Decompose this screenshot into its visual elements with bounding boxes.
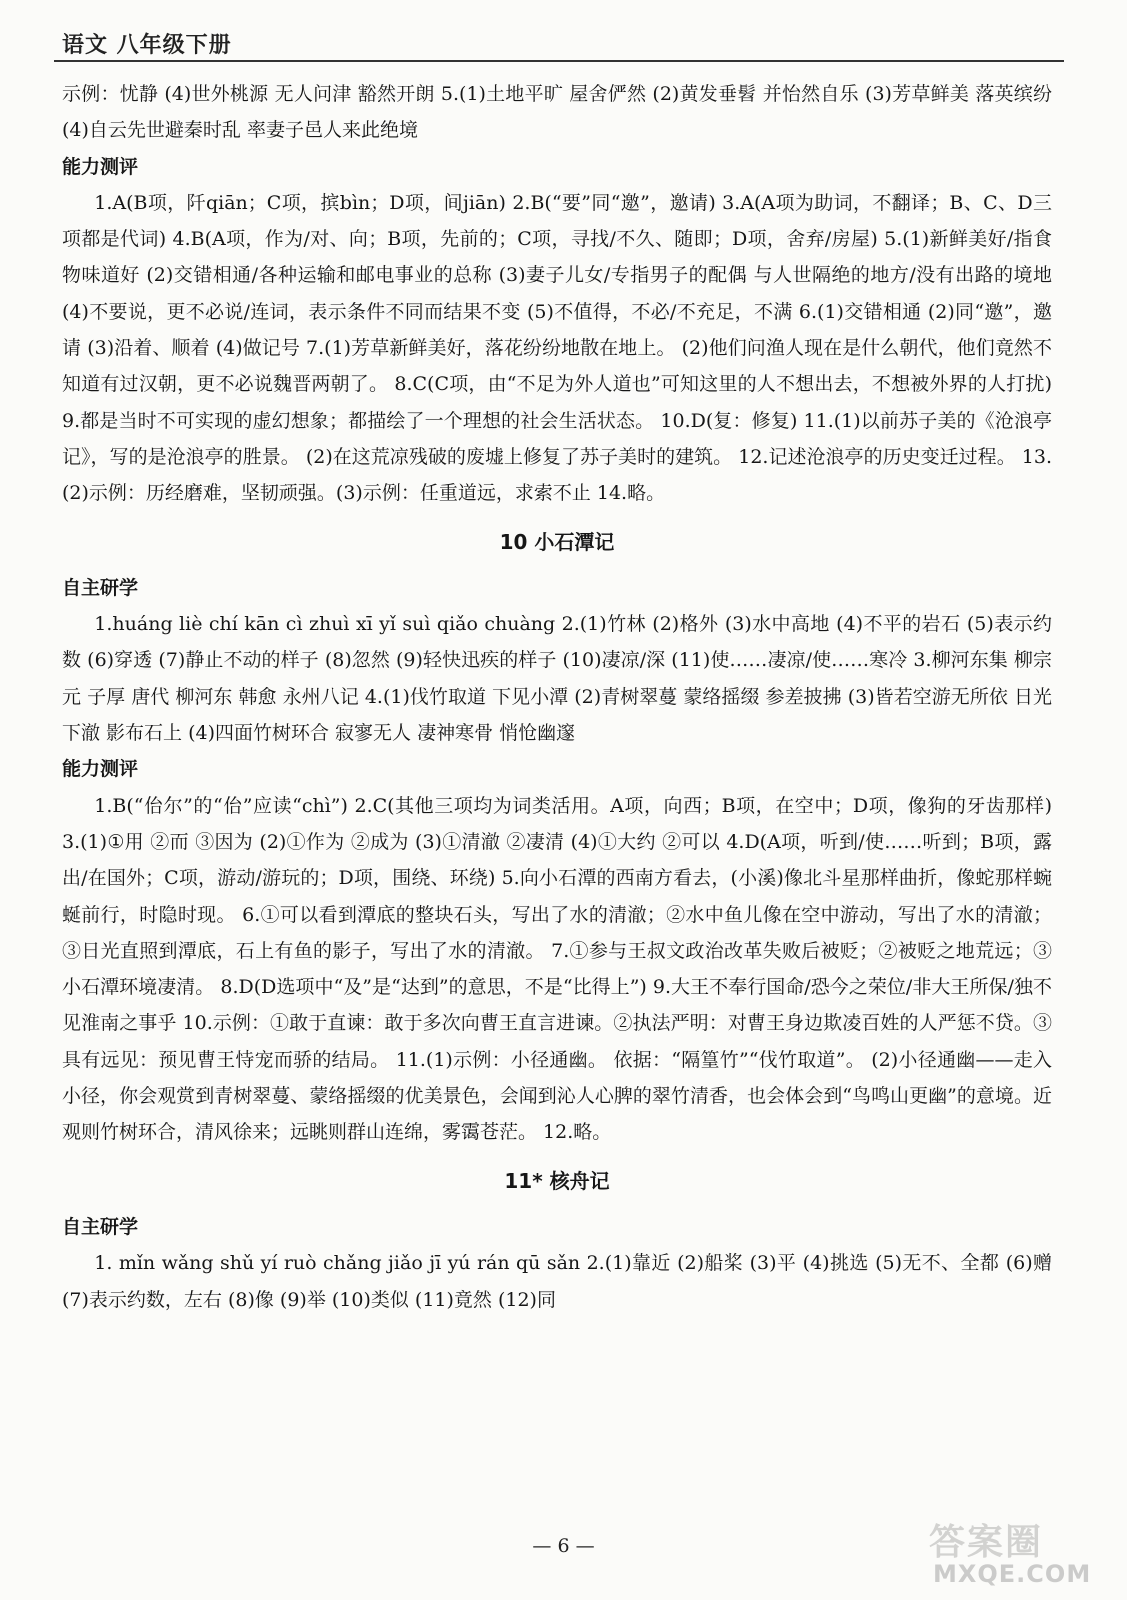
self-study-answers-10: 1.huáng liè chí kān cì zhuì xī yǐ suì qiǎo chuàng 2.(1)竹林 (2)格外 (3)水中高地 (4)不平的岩石 (5)表示约数 (6)穿透 (7)静止不动的样子 (8)忽然 (9)轻快迅疾的样子 (10)凄凉/深 (11)使……凄凉/使……寒冷 3.柳河东集 柳宗元 子厚 唐代 柳河东 韩愈 永州八记 4.(1)伐竹取道 下见小潭 (2)青树翠蔓 蒙络摇缀 参差披拂 (3)皆若空游无所依 日光下澈 影布石上 (4)四面竹树环合 寂寥无人 凄神寒骨 悄怆幽邃 xyxy=(62,613,1052,745)
page-header xyxy=(54,24,1074,64)
header-title: 语文 八年级下册 xyxy=(62,33,232,58)
watermark-logo-text: 答案圈 xyxy=(929,1522,1044,1563)
ability-answers-10: 1.B(“佁尔”的“佁”应读“chì”) 2.C(其他三项均为词类活用。A项，向西；B项，在空中；D项，像狗的牙齿那样) 3.(1)①用 ②而 ③因为 (2)①作为 ②成为 (3)①清澈 ②凄清 (4)①大约 ②可以 4.D(A项，听到/使……听到；B项，露出/在国外；C项，游动/游玩的；D项，围绕、环绕) 5.向小石潭的西南方看去，(小溪)像北斗星那样曲折，像蛇那样蜿蜒前行，时隐时现。 6.①可以看到潭底的整块石头，写出了水的清澈；②水中鱼儿像在空中游动，写出了水的清澈；③日光直照到潭底，石上有鱼的影子，写出了水的清澈。 7.①参与王叔文政治改革失败后被贬；②被贬之地荒远；③小石潭环境凄清。 8.D(D选项中“及”是“达到”的意思，不是“比得上”) 9.大王不奉行国命/恐今之荣位/非大王所保/独不见淮南之事乎 10.示例：①敢于直谏：敢于多次向曹王直言进谏。②执法严明：对曹王身边欺凌百姓的人严惩不贷。③具有远见：预见曹王恃宠而骄的结局。 11.(1)示例：小径通幽。 依据：“隔篁竹”“伐竹取道”。 (2)小径通幽——走入小径，你会观赏到青树翠蔓、蒙络摇缀的优美景色，会闻到沁人心脾的翠竹清香，也会体会到“鸟鸣山更幽”的意境。近观则竹树环合，清风徐来；远眺则群山连绵，雾霭苍茫。 12.略。 xyxy=(62,794,1052,1144)
section-title-10: 10 小石潭记 xyxy=(499,529,615,554)
ability-answers-1: 1.A(B项，阡qiān；C项，摈bìn；D项，间jiān) 2.B(“要”同“邀”，邀请) 3.A(A项为助词，不翻译；B、C、D三项都是代词) 4.B(A项，作为/对、向；B项，先前的；C项，寻找/不久、随即；D项，舍弃/房屋) 5.(1)新鲜美好/指食物味道好 (2)交错相通/各种运输和邮电事业的总称 (3)妻子儿女/专指男子的配偶 与人世隔绝的地方/没有出路的境地 (4)不要说，更不必说/连词，表示条件不同而结果不变 (5)不值得，不必/不充足，不满 6.(1)交错相通 (2)同“邀”，邀请 (3)沿着、顺着 (4)做记号 7.(1)芳草新鲜美好，落花纷纷地散在地上。 (2)他们问渔人现在是什么朝代，他们竟然不知道有过汉朝，更不必说魏晋两朝了。 8.C(C项，由“不足为外人道也”可知这里的人不想出去，不想被外界的人打扰) 9.都是当时不可实现的虚幻想象；都描绘了一个理想的社会生活状态。 10.D(复：修复) 11.(1)以前苏子美的《沧浪亭记》，写的是沧浪亭的胜景。 (2)在这荒凉残破的废墟上修复了苏子美时的建筑。 12.记述沧浪亭的历史变迁过程。 13.(2)示例：历经磨难，坚韧顽强。(3)示例：任重道远，求索不止 14.略。 xyxy=(62,191,1052,505)
top-answer-block: 示例：忧静 (4)世外桃源 无人问津 豁然开朗 5.(1)土地平旷 屋舍俨然 (2)黄发垂髫 并怡然自乐 (3)芳草鲜美 落英缤纷 (4)自云先世避秦时乱 率妻子邑人来此绝境 xyxy=(62,83,1052,142)
page-content xyxy=(62,76,1052,1318)
page-number: — 6 — xyxy=(532,1535,595,1557)
self-study-heading-10: 自主研学 xyxy=(62,576,139,599)
section-title-11: 11* 核舟记 xyxy=(504,1168,610,1193)
self-study-answers-11: 1. mǐn wǎng shǔ yí ruò chǎng jiǎo jī yú rán qū sǎn 2.(1)靠近 (2)船桨 (3)平 (4)挑选 (5)无不、全都 (6)赠 (7)表示约数，左右 (8)像 (9)举 (10)类似 (11)竟然 (12)同 xyxy=(62,1252,1052,1311)
header-divider xyxy=(54,60,1064,62)
ability-heading-1: 能力测评 xyxy=(62,155,139,178)
self-study-heading-11: 自主研学 xyxy=(62,1215,139,1238)
site-watermark xyxy=(923,1514,1113,1594)
watermark-url: MXQE.COM xyxy=(933,1560,1092,1588)
ability-heading-10: 能力测评 xyxy=(62,758,139,781)
